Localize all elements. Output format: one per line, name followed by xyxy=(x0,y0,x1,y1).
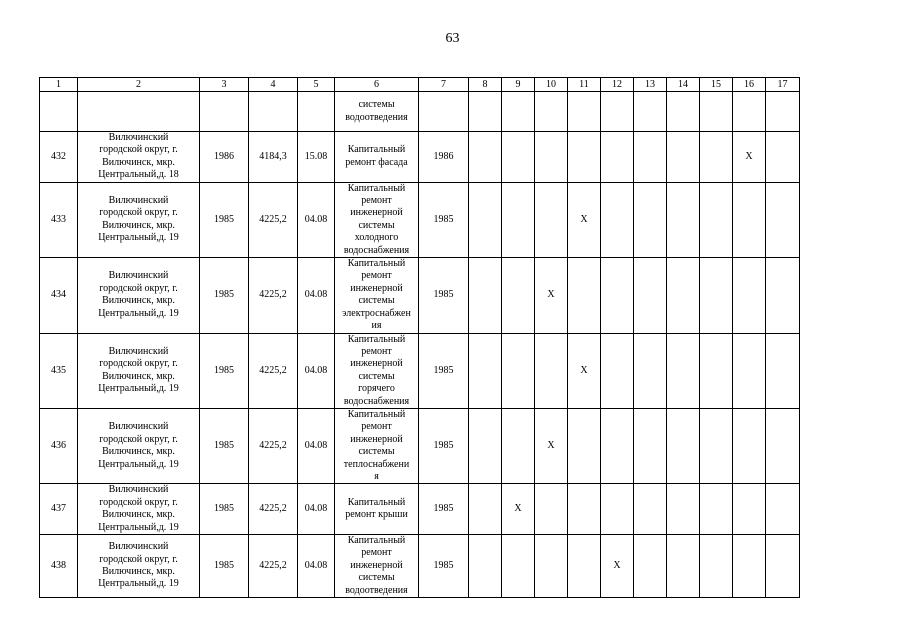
cell-code: 04.08 xyxy=(298,258,335,333)
column-header: 8 xyxy=(469,78,502,92)
work-mark: X xyxy=(733,132,766,183)
column-header: 1 xyxy=(40,78,78,92)
cell-col-17 xyxy=(766,408,800,483)
cell-plan-year xyxy=(419,92,469,132)
cell-col-13 xyxy=(634,258,667,333)
address-line: Центральный,д. 19 xyxy=(98,232,179,244)
table-body xyxy=(40,78,800,598)
cell-col-11 xyxy=(568,408,601,483)
cell-area xyxy=(249,92,298,132)
cell-col-13 xyxy=(634,182,667,257)
work-lines xyxy=(335,334,418,408)
cell-area: 4225,2 xyxy=(249,408,298,483)
work-line: водоснабжения xyxy=(343,395,410,407)
work-line: я xyxy=(374,470,379,482)
work-line: водоотведения xyxy=(345,111,408,123)
cell-year: 1985 xyxy=(200,333,249,408)
table-row xyxy=(40,258,800,333)
work-mark: X xyxy=(535,408,568,483)
work-line: Капитальный xyxy=(347,333,406,345)
cell-col-12 xyxy=(601,408,634,483)
cell-col-9 xyxy=(502,132,535,183)
address-line: Центральный,д. 19 xyxy=(98,383,179,395)
cell-col-16 xyxy=(733,408,766,483)
cell-area: 4225,2 xyxy=(249,333,298,408)
table-row xyxy=(40,484,800,535)
work-line: холодного xyxy=(354,232,399,244)
cell-num: 435 xyxy=(40,333,78,408)
work-line: инженерной xyxy=(350,559,403,571)
cell-plan-year: 1985 xyxy=(419,408,469,483)
work-line: инженерной xyxy=(350,282,403,294)
address-lines xyxy=(78,270,199,320)
cell-col-9 xyxy=(502,92,535,132)
column-header: 2 xyxy=(78,78,200,92)
cell-year: 1985 xyxy=(200,484,249,535)
work-lines xyxy=(335,144,418,169)
cell-area: 4225,2 xyxy=(249,182,298,257)
address-line: Центральный,д. 19 xyxy=(98,521,179,533)
column-number-row xyxy=(40,78,800,92)
cell-col-11 xyxy=(568,258,601,333)
cell-col-17 xyxy=(766,132,800,183)
work-line: системы xyxy=(358,99,395,111)
cell-address xyxy=(78,92,200,132)
work-line: инженерной xyxy=(350,207,403,219)
cell-col-17 xyxy=(766,484,800,535)
work-line: Капитальный xyxy=(347,144,406,156)
cell-col-9 xyxy=(502,258,535,333)
address-line: Вилючинский xyxy=(108,345,169,357)
cell-col-12 xyxy=(601,258,634,333)
cell-col-8 xyxy=(469,182,502,257)
work-line: ремонт xyxy=(361,345,392,357)
cell-plan-year: 1985 xyxy=(419,484,469,535)
cell-col-16 xyxy=(733,258,766,333)
cell-col-15 xyxy=(700,408,733,483)
cell-address xyxy=(78,535,200,598)
address-line: Вилючинск, мкр. xyxy=(102,295,175,307)
address-line: городской округ, г. xyxy=(99,433,178,445)
address-line: городской округ, г. xyxy=(99,282,178,294)
cell-col-8 xyxy=(469,535,502,598)
cell-col-11 xyxy=(568,132,601,183)
column-header: 10 xyxy=(535,78,568,92)
cell-col-15 xyxy=(700,182,733,257)
cell-num: 438 xyxy=(40,535,78,598)
cell-col-12 xyxy=(601,333,634,408)
cell-col-16 xyxy=(733,484,766,535)
cell-col-16 xyxy=(733,92,766,132)
cell-num: 437 xyxy=(40,484,78,535)
cell-address xyxy=(78,182,200,257)
cell-col-10 xyxy=(535,182,568,257)
work-mark: X xyxy=(601,535,634,598)
column-header: 6 xyxy=(335,78,419,92)
address-line: Центральный,д. 19 xyxy=(98,458,179,470)
work-line: ремонт фасада xyxy=(345,156,408,168)
work-line: Капитальный xyxy=(347,535,406,546)
cell-col-16 xyxy=(733,535,766,598)
address-lines xyxy=(78,421,199,471)
cell-col-10 xyxy=(535,92,568,132)
address-line: Вилючинский xyxy=(108,421,169,433)
address-lines xyxy=(78,132,199,182)
work-line: ия xyxy=(371,320,382,332)
cell-col-14 xyxy=(667,258,700,333)
cell-col-14 xyxy=(667,182,700,257)
cell-address xyxy=(78,408,200,483)
cell-num: 432 xyxy=(40,132,78,183)
cell-year xyxy=(200,92,249,132)
work-line: теплоснабжени xyxy=(343,458,410,470)
cell-col-15 xyxy=(700,484,733,535)
address-lines xyxy=(78,195,199,245)
address-line: Вилючинск, мкр. xyxy=(102,509,175,521)
cell-col-11 xyxy=(568,535,601,598)
cell-work xyxy=(335,333,419,408)
cell-col-14 xyxy=(667,333,700,408)
cell-address xyxy=(78,333,200,408)
cell-num: 436 xyxy=(40,408,78,483)
cell-year: 1985 xyxy=(200,258,249,333)
work-line: ремонт крыши xyxy=(345,509,408,521)
cell-col-8 xyxy=(469,132,502,183)
address-line: городской округ, г. xyxy=(99,207,178,219)
cell-year: 1985 xyxy=(200,408,249,483)
work-line: Капитальный xyxy=(347,182,406,194)
cell-col-12 xyxy=(601,132,634,183)
work-lines xyxy=(335,258,418,332)
cell-col-13 xyxy=(634,92,667,132)
cell-col-13 xyxy=(634,132,667,183)
cell-col-8 xyxy=(469,92,502,132)
table-row xyxy=(40,408,800,483)
cell-num: 433 xyxy=(40,182,78,257)
cell-col-13 xyxy=(634,484,667,535)
cell-work xyxy=(335,182,419,257)
cell-col-11 xyxy=(568,484,601,535)
cell-year: 1986 xyxy=(200,132,249,183)
cell-num: 434 xyxy=(40,258,78,333)
cell-col-14 xyxy=(667,92,700,132)
cell-col-13 xyxy=(634,333,667,408)
cell-col-12 xyxy=(601,484,634,535)
cell-col-16 xyxy=(733,182,766,257)
column-header: 7 xyxy=(419,78,469,92)
table-row xyxy=(40,182,800,257)
cell-col-15 xyxy=(700,535,733,598)
cell-col-10 xyxy=(535,484,568,535)
address-line: Центральный,д. 18 xyxy=(98,169,179,181)
cell-plan-year: 1985 xyxy=(419,258,469,333)
cell-col-9 xyxy=(502,408,535,483)
column-header: 14 xyxy=(667,78,700,92)
cell-col-8 xyxy=(469,333,502,408)
work-mark: X xyxy=(568,333,601,408)
cell-area: 4225,2 xyxy=(249,535,298,598)
work-mark: X xyxy=(535,258,568,333)
cell-col-14 xyxy=(667,484,700,535)
address-line: Центральный,д. 19 xyxy=(98,578,179,590)
work-line: системы xyxy=(358,370,395,382)
continuation-row xyxy=(40,92,800,132)
column-header: 9 xyxy=(502,78,535,92)
cell-col-11 xyxy=(568,92,601,132)
cell-plan-year: 1985 xyxy=(419,333,469,408)
column-header: 12 xyxy=(601,78,634,92)
column-header: 13 xyxy=(634,78,667,92)
cell-col-8 xyxy=(469,484,502,535)
cell-col-14 xyxy=(667,535,700,598)
cell-area: 4184,3 xyxy=(249,132,298,183)
cell-area: 4225,2 xyxy=(249,258,298,333)
work-lines xyxy=(335,535,418,597)
cell-plan-year: 1986 xyxy=(419,132,469,183)
cell-col-9 xyxy=(502,333,535,408)
work-mark: X xyxy=(568,182,601,257)
table-row xyxy=(40,333,800,408)
cell-col-8 xyxy=(469,408,502,483)
table-row xyxy=(40,535,800,598)
address-line: Центральный,д. 19 xyxy=(98,307,179,319)
table-row xyxy=(40,132,800,183)
works-table xyxy=(39,77,800,598)
cell-col-10 xyxy=(535,535,568,598)
cell-col-9 xyxy=(502,535,535,598)
column-header: 5 xyxy=(298,78,335,92)
cell-col-17 xyxy=(766,333,800,408)
cell-col-17 xyxy=(766,258,800,333)
cell-code xyxy=(298,92,335,132)
cell-col-16 xyxy=(733,333,766,408)
address-line: Вилючинский xyxy=(108,195,169,207)
cell-col-15 xyxy=(700,333,733,408)
address-line: Вилючинск, мкр. xyxy=(102,566,175,578)
cell-col-13 xyxy=(634,535,667,598)
address-lines xyxy=(78,346,199,396)
work-line: инженерной xyxy=(350,358,403,370)
address-lines xyxy=(78,484,199,534)
cell-code: 04.08 xyxy=(298,484,335,535)
cell-area: 4225,2 xyxy=(249,484,298,535)
address-line: Вилючинский xyxy=(108,484,169,496)
work-line: Капитальный xyxy=(347,496,406,508)
page-number: 63 xyxy=(445,31,460,46)
work-line: Капитальный xyxy=(347,258,406,270)
column-header: 11 xyxy=(568,78,601,92)
work-line: системы xyxy=(358,446,395,458)
column-header: 16 xyxy=(733,78,766,92)
cell-work xyxy=(335,408,419,483)
cell-code: 04.08 xyxy=(298,408,335,483)
cell-year: 1985 xyxy=(200,182,249,257)
work-line: системы xyxy=(358,572,395,584)
address-line: городской округ, г. xyxy=(99,144,178,156)
address-line: Вилючинский xyxy=(108,270,169,282)
cell-col-8 xyxy=(469,258,502,333)
column-header: 17 xyxy=(766,78,800,92)
work-lines xyxy=(335,183,418,257)
cell-code: 04.08 xyxy=(298,182,335,257)
address-line: Вилючинский xyxy=(108,541,169,553)
cell-work xyxy=(335,92,419,132)
cell-plan-year: 1985 xyxy=(419,182,469,257)
cell-col-10 xyxy=(535,132,568,183)
cell-address xyxy=(78,132,200,183)
address-line: городской округ, г. xyxy=(99,496,178,508)
work-line: системы xyxy=(358,295,395,307)
work-line: водоотведения xyxy=(345,584,408,596)
cell-col-17 xyxy=(766,182,800,257)
cell-address xyxy=(78,484,200,535)
cell-col-10 xyxy=(535,333,568,408)
work-line: ремонт xyxy=(361,270,392,282)
work-lines xyxy=(335,409,418,483)
cell-year: 1985 xyxy=(200,535,249,598)
work-line: инженерной xyxy=(350,433,403,445)
cell-col-17 xyxy=(766,535,800,598)
cell-col-15 xyxy=(700,132,733,183)
column-header: 4 xyxy=(249,78,298,92)
address-line: Вилючинск, мкр. xyxy=(102,446,175,458)
work-line: электроснабжен xyxy=(342,307,411,319)
cell-col-14 xyxy=(667,408,700,483)
cell-col-9 xyxy=(502,182,535,257)
cell-work xyxy=(335,484,419,535)
work-line: ремонт xyxy=(361,547,392,559)
cell-col-15 xyxy=(700,92,733,132)
cell-work xyxy=(335,132,419,183)
cell-col-12 xyxy=(601,92,634,132)
cell-work xyxy=(335,535,419,598)
cell-col-13 xyxy=(634,408,667,483)
address-line: Вилючинский xyxy=(108,132,169,143)
work-lines xyxy=(335,497,418,522)
work-line: Капитальный xyxy=(347,408,406,420)
cell-col-15 xyxy=(700,258,733,333)
address-line: городской округ, г. xyxy=(99,553,178,565)
work-line: ремонт xyxy=(361,195,392,207)
work-line: системы xyxy=(358,219,395,231)
column-header: 15 xyxy=(700,78,733,92)
cell-col-14 xyxy=(667,132,700,183)
address-line: городской округ, г. xyxy=(99,358,178,370)
work-line: водоснабжения xyxy=(343,244,410,256)
address-line: Вилючинск, мкр. xyxy=(102,219,175,231)
cell-code: 04.08 xyxy=(298,333,335,408)
address-line: Вилючинск, мкр. xyxy=(102,156,175,168)
cell-num xyxy=(40,92,78,132)
cell-col-12 xyxy=(601,182,634,257)
cell-plan-year: 1985 xyxy=(419,535,469,598)
cell-code: 15.08 xyxy=(298,132,335,183)
work-mark: X xyxy=(502,484,535,535)
address-lines xyxy=(78,541,199,591)
work-line: ремонт xyxy=(361,421,392,433)
work-line: горячего xyxy=(358,383,395,395)
cell-col-17 xyxy=(766,92,800,132)
cell-code: 04.08 xyxy=(298,535,335,598)
cell-address xyxy=(78,258,200,333)
address-line: Вилючинск, мкр. xyxy=(102,370,175,382)
work-lines xyxy=(335,99,418,124)
cell-work xyxy=(335,258,419,333)
column-header: 3 xyxy=(200,78,249,92)
